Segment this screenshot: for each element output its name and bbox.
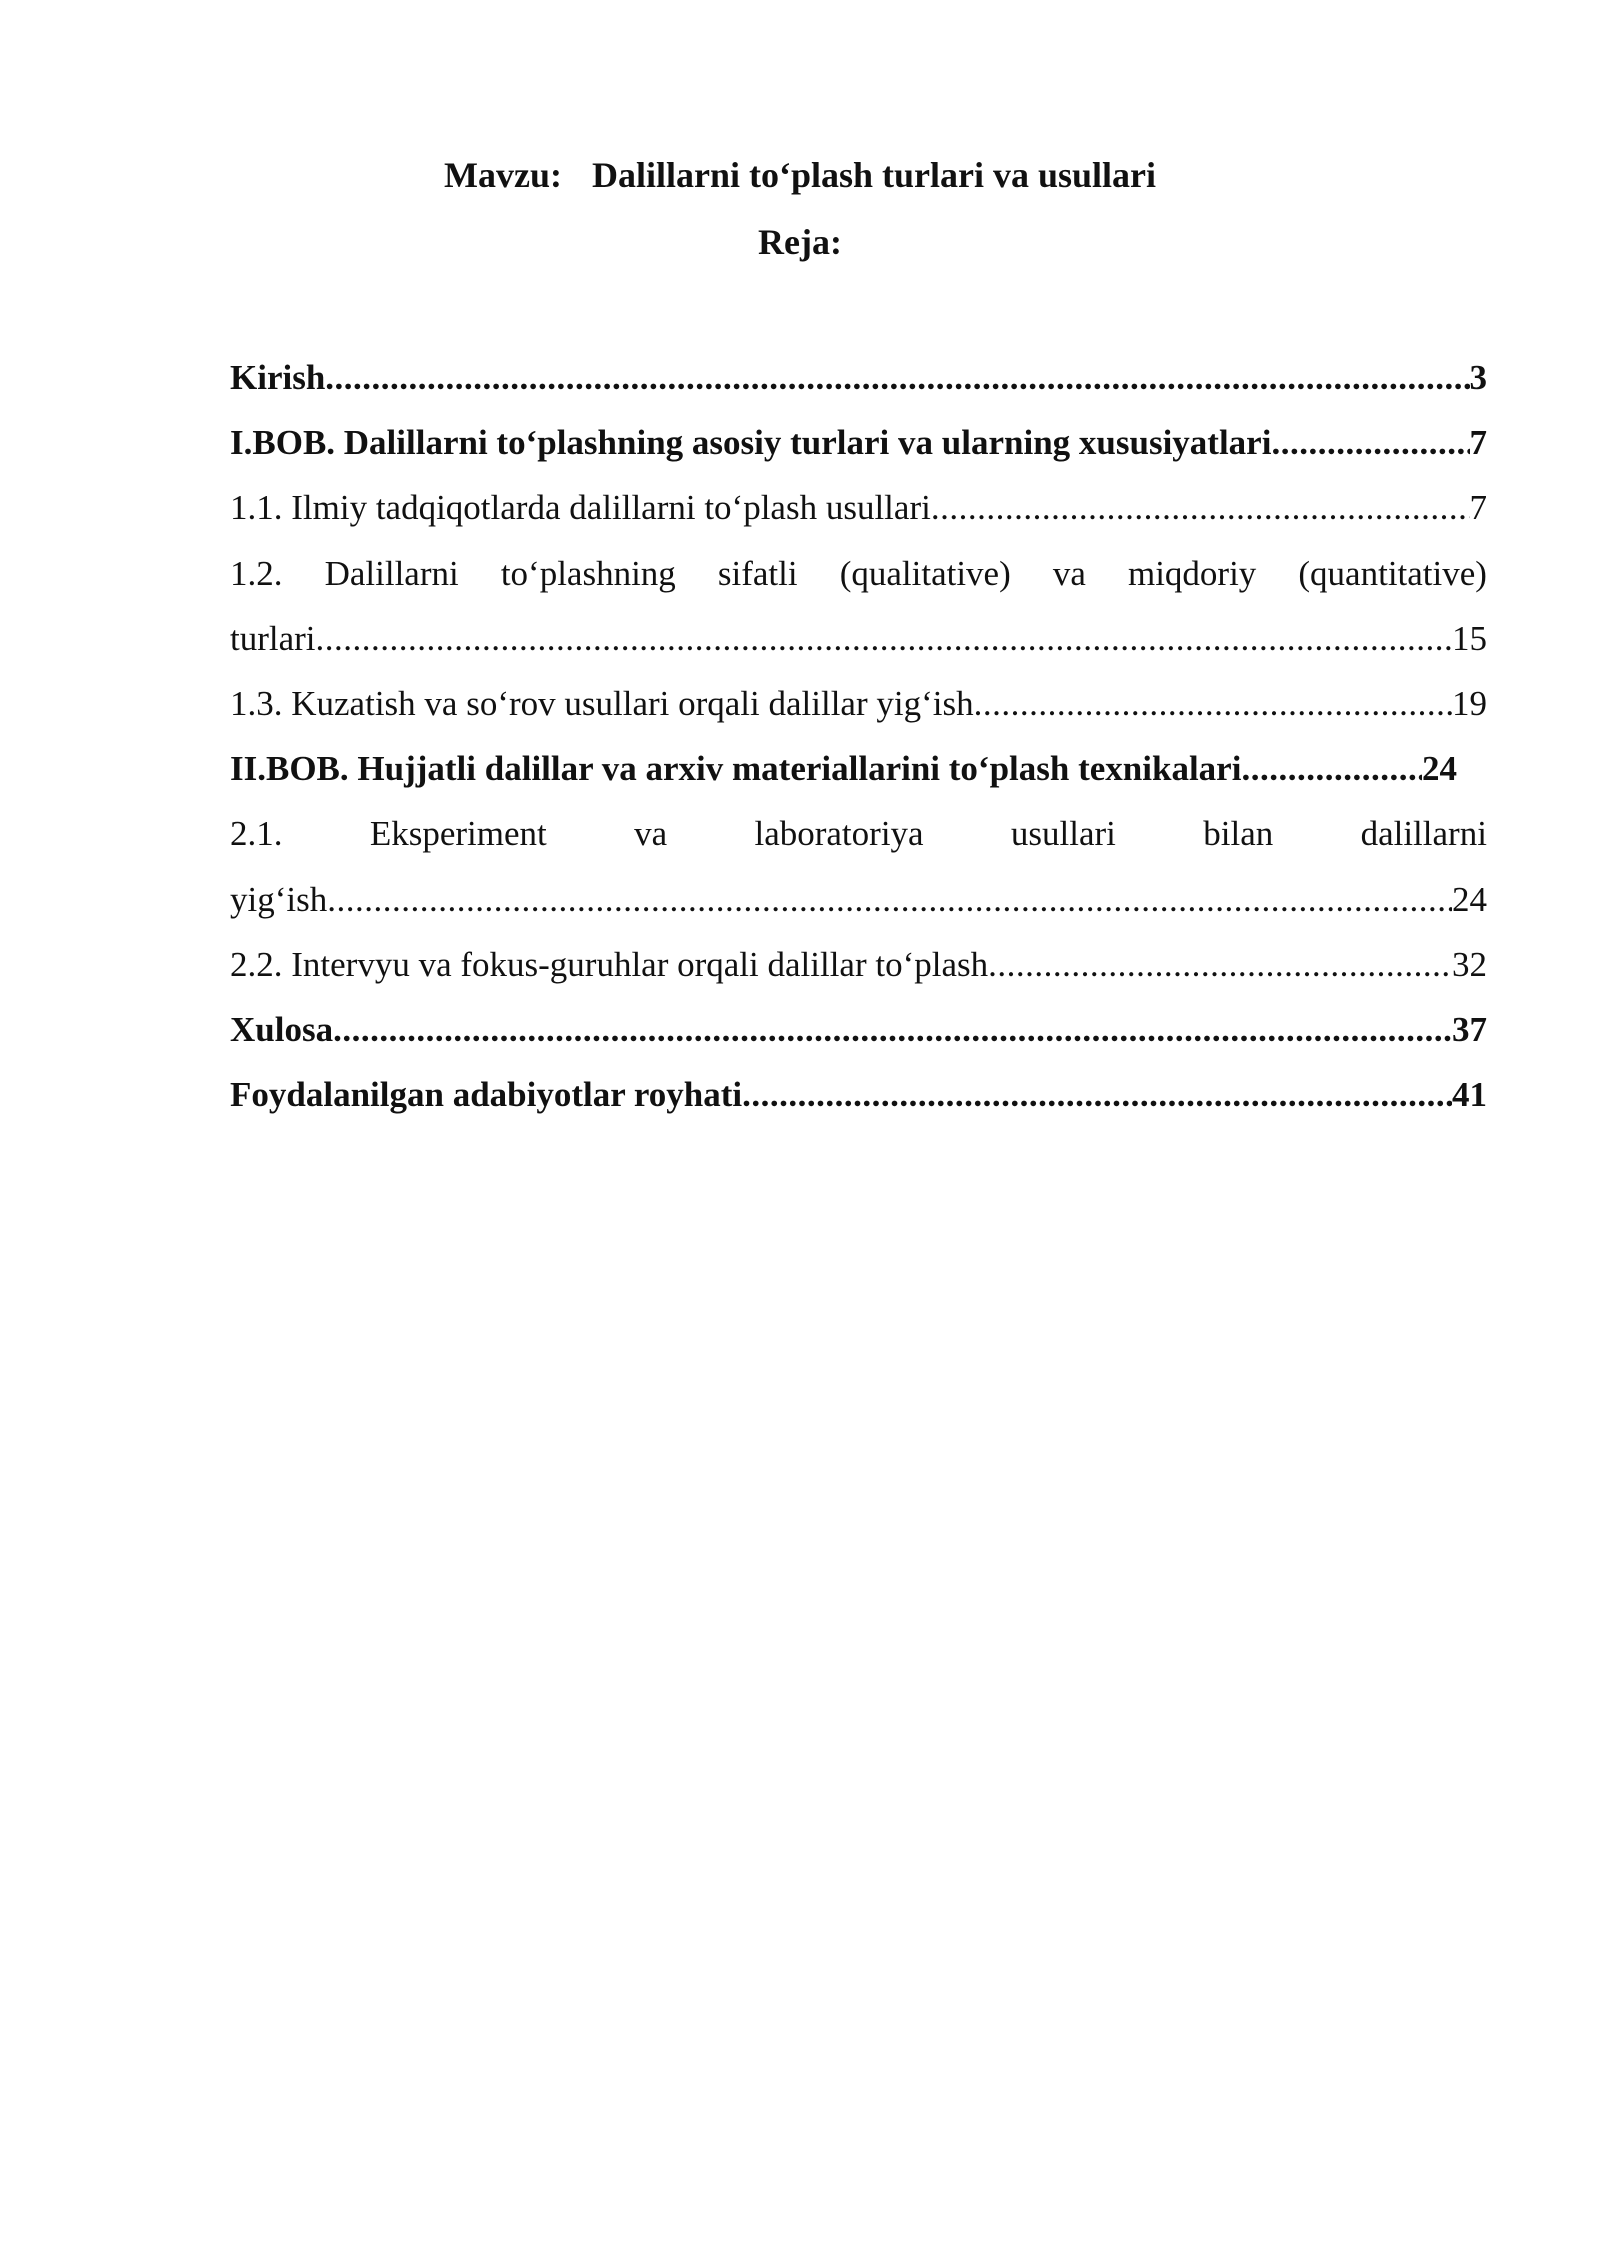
dot-leader: [1241, 736, 1422, 801]
toc-entry-section-1-3[interactable]: [230, 671, 1487, 736]
toc-entry-chapter-1[interactable]: [230, 410, 1487, 475]
toc-word: 1.2.: [230, 553, 283, 593]
topic-heading: [0, 150, 1600, 200]
dot-leader: [327, 867, 1452, 932]
toc-page-number: 7: [1469, 423, 1487, 463]
toc-entry-section-1-2-continued[interactable]: [230, 606, 1487, 671]
toc-entry-intro[interactable]: [230, 345, 1487, 410]
dot-leader: [931, 475, 1470, 540]
toc-entry-conclusion[interactable]: [230, 997, 1487, 1062]
toc-page-number: 19: [1452, 683, 1487, 723]
toc-word: laboratoriya: [754, 814, 924, 854]
toc-entry-label: 1.3. Kuzatish va so‘rov usullari orqali dalillar yig‘ish: [230, 683, 974, 723]
dot-leader: [333, 997, 1452, 1062]
dot-leader: [1271, 410, 1469, 475]
toc-entry-section-2-1[interactable]: [230, 801, 1487, 866]
toc-word: sifatli: [717, 553, 798, 593]
toc-entry-label: 1.1. Ilmiy tadqiqotlarda dalillarni to‘plash usullari: [230, 488, 931, 528]
plan-heading: Reja:: [758, 222, 842, 262]
toc-word: usullari: [1010, 814, 1116, 854]
toc-entry-label: Kirish: [230, 358, 326, 397]
toc-entry-section-1-2[interactable]: [230, 541, 1487, 606]
dot-leader: [316, 606, 1452, 671]
toc-word: Eksperiment: [369, 814, 547, 854]
toc-entry-label: turlari: [230, 618, 316, 658]
toc-page-number: 3: [1469, 358, 1487, 397]
toc-entry-label: 2.2. Intervyu va fokus-guruhlar orqali dalillar to‘plash: [230, 944, 989, 984]
toc-page-number: 37: [1452, 1009, 1487, 1049]
toc-entry-section-1-1[interactable]: [230, 475, 1487, 540]
toc-page-number: 24: [1452, 879, 1487, 919]
toc-page-number: 32: [1452, 944, 1487, 984]
toc-page-number: 15: [1452, 618, 1487, 658]
table-of-contents: [230, 345, 1487, 1127]
toc-word: (qualitative): [839, 553, 1011, 593]
toc-page-number: 7: [1469, 488, 1487, 528]
toc-word: va: [634, 814, 668, 854]
toc-entry-references[interactable]: [230, 1062, 1487, 1127]
toc-word: Dalillarni: [324, 553, 459, 593]
toc-entry-label: Xulosa: [230, 1009, 334, 1049]
toc-word: miqdoriy: [1127, 553, 1257, 593]
toc-entry-section-2-1-continued[interactable]: [230, 867, 1487, 932]
dot-leader: [742, 1062, 1452, 1127]
toc-word: (quantitative): [1298, 553, 1487, 593]
toc-entry-chapter-2[interactable]: [230, 736, 1487, 801]
toc-entry-label: Foydalanilgan adabiyotlar royhati: [230, 1075, 743, 1115]
dot-leader: [974, 671, 1452, 736]
toc-entry-label: I.BOB. Dalillarni to‘plashning asosiy turlari va ularning xususiyatlari: [230, 423, 1272, 463]
toc-word: va: [1052, 553, 1086, 593]
topic-title: Dalillarni to‘plash turlari va usullari: [591, 155, 1156, 195]
toc-page-number: 41: [1452, 1075, 1487, 1115]
toc-entry-section-2-2[interactable]: [230, 932, 1487, 997]
toc-entry-label: II.BOB. Hujjatli dalillar va arxiv materiallarini to‘plash texnikalari: [230, 749, 1242, 789]
topic-label: Mavzu:: [443, 155, 562, 195]
toc-word: dalillarni: [1360, 814, 1487, 854]
toc-word: 2.1.: [230, 814, 283, 854]
dot-leader: [988, 932, 1452, 997]
dot-leader: [325, 345, 1469, 410]
toc-page-number: 24: [1422, 749, 1457, 789]
toc-word: to‘plashning: [500, 553, 676, 593]
toc-entry-label: yig‘ish: [230, 879, 328, 919]
toc-word: bilan: [1203, 814, 1274, 854]
